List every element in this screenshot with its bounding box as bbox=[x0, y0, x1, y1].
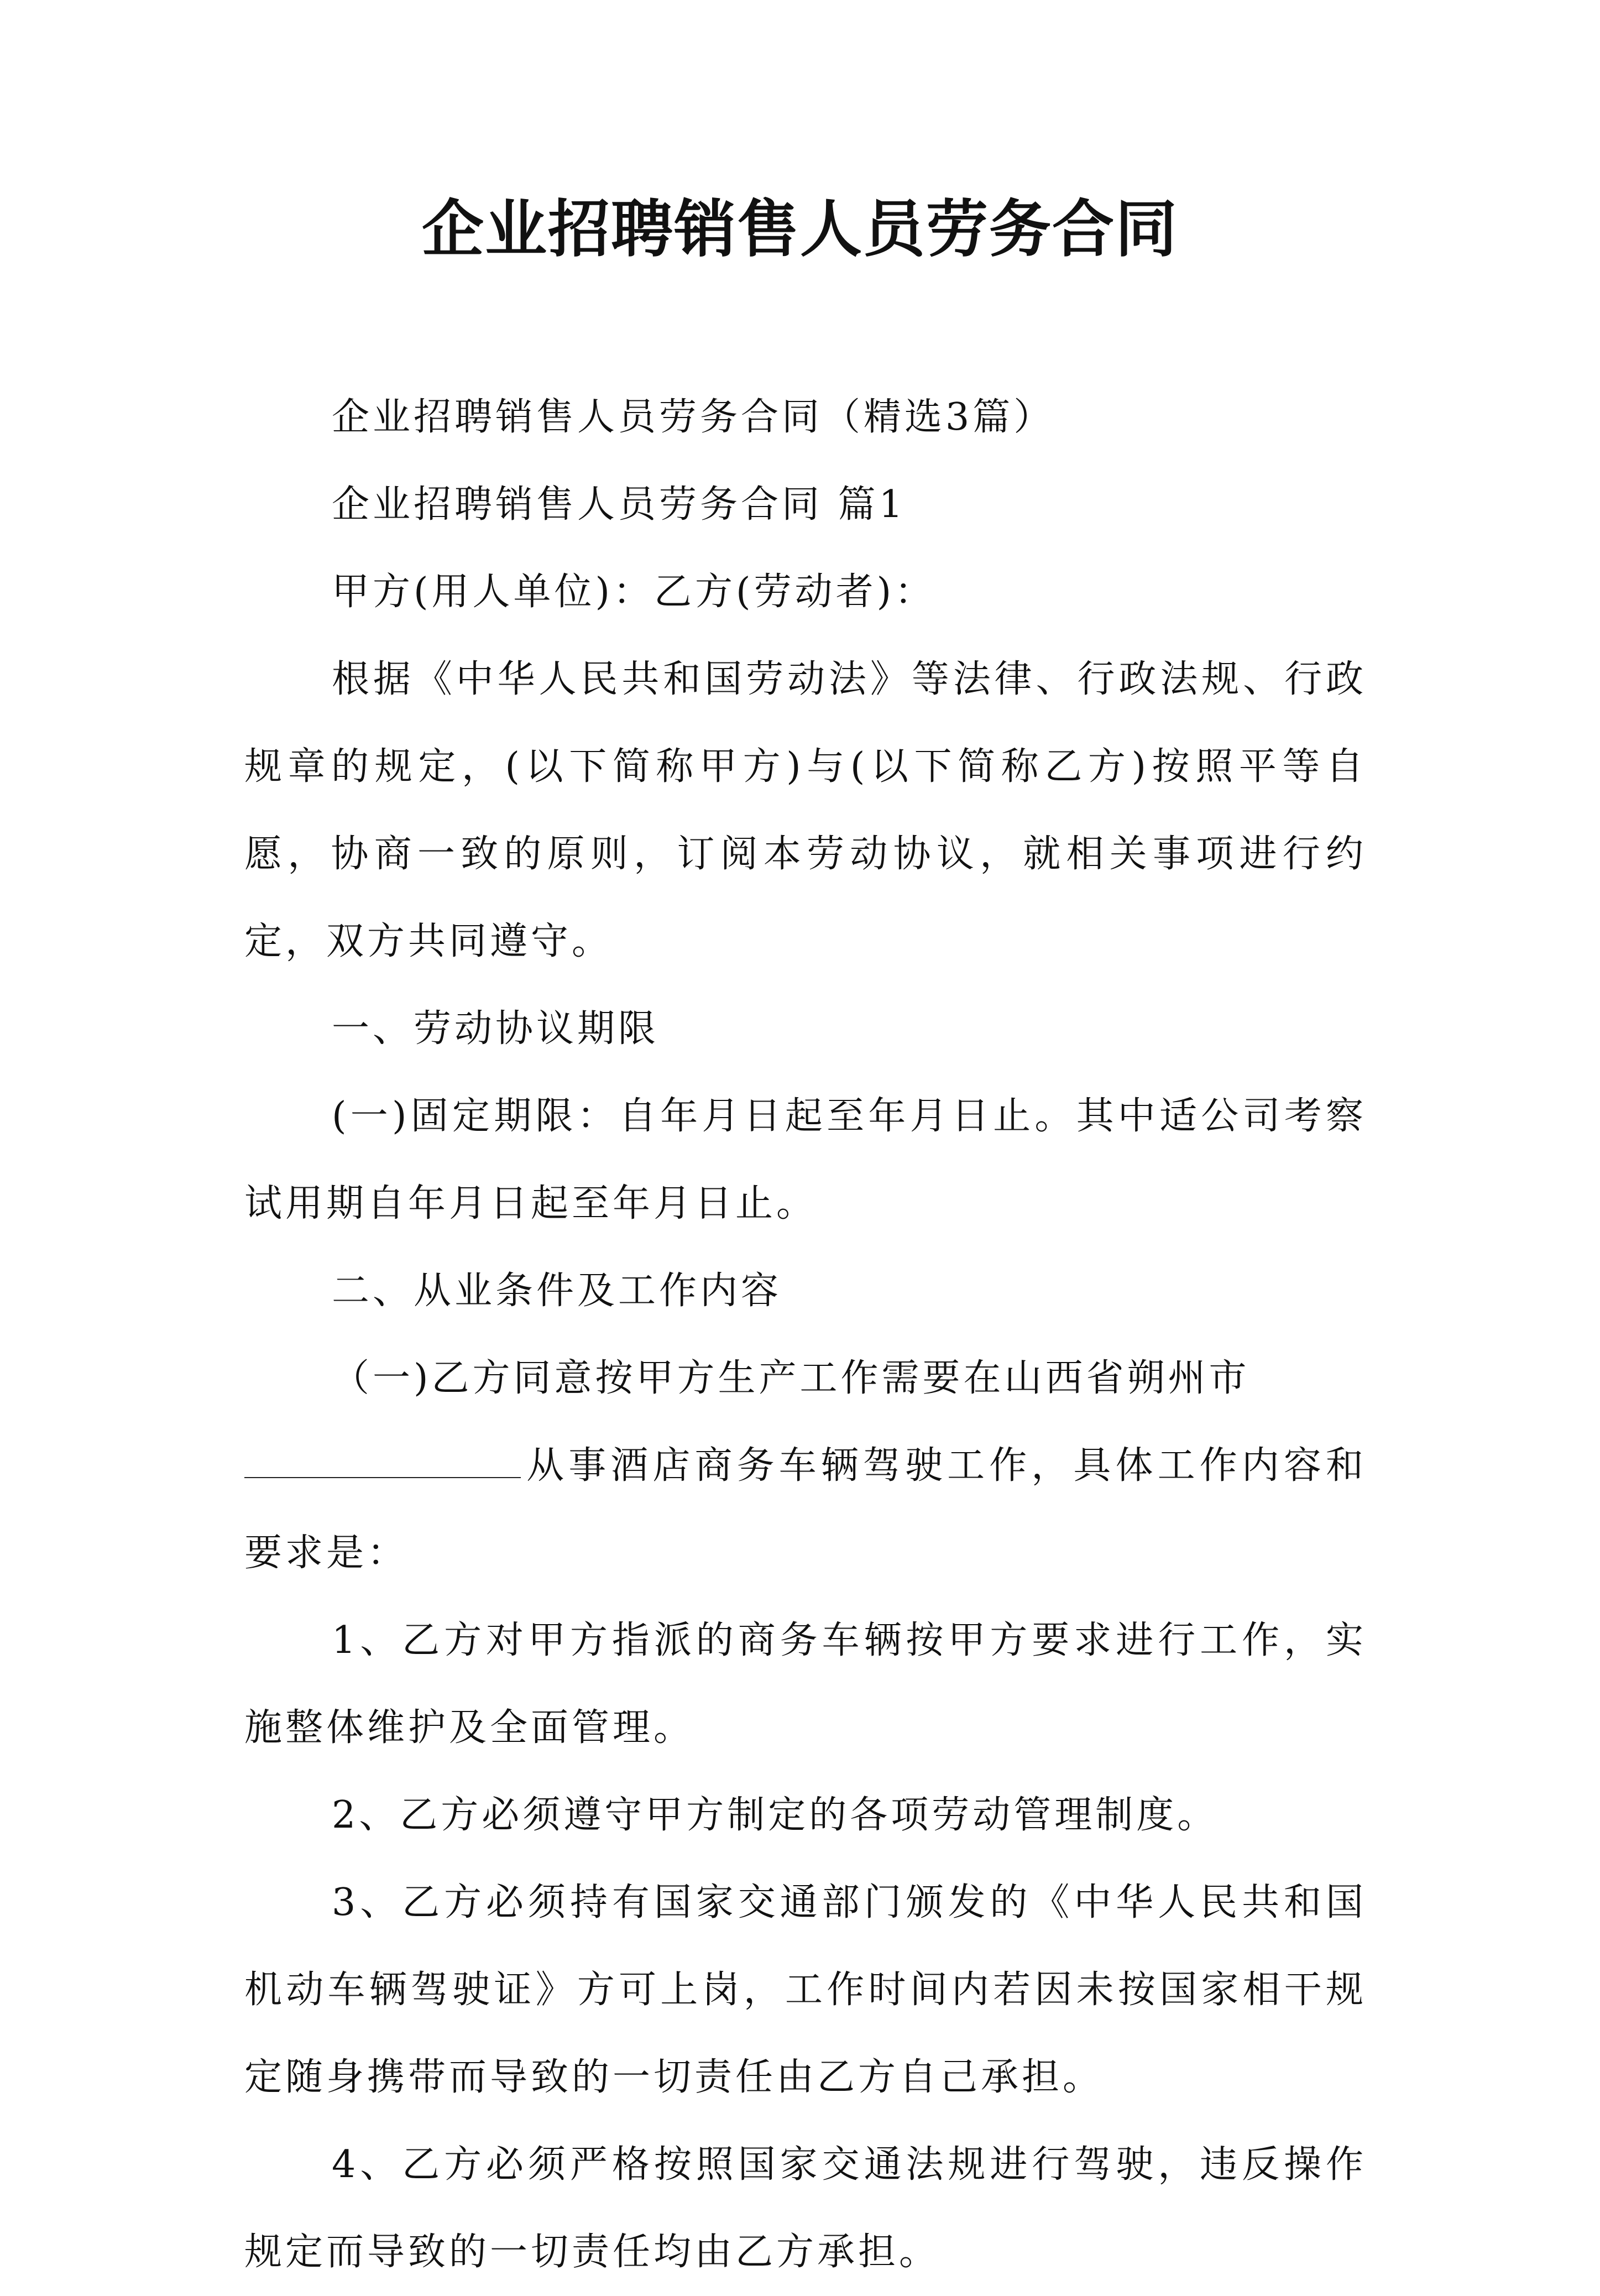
paragraph-subtitle: 企业招聘销售人员劳务合同（精选3篇） bbox=[332, 395, 1055, 439]
paragraph-work-heading: 二、从业条件及工作内容 bbox=[332, 1269, 782, 1313]
paragraph-preamble: 根据《中华人民共和国劳动法》等法律、行政法规、行政规章的规定，(以下简称甲方)与(以下简称乙方)按照平等自愿，协商一致的原则，订阅本劳动协议，就相关事项进行约定，双方共同遵守。 bbox=[244, 658, 1367, 963]
paragraph-term-heading: 一、劳动协议期限 bbox=[332, 1007, 660, 1051]
paragraph-clause-1: 1、乙方对甲方指派的商务车辆按甲方要求进行工作，实施整体维护及全面管理。 bbox=[244, 1619, 1367, 1750]
paragraph-clause-4: 4、乙方必须严格按照国家交通法规进行驾驶，违反操作规定而导致的一切责任均由乙方承担。 bbox=[244, 2143, 1367, 2274]
paragraph-clause-3: 3、乙方必须持有国家交通部门颁发的《中华人民共和国机动车辆驾驶证》方可上岗，工作时间内若因未按国家相干规定随身携带而导致的一切责任由乙方自己承担。 bbox=[244, 1881, 1367, 2099]
paragraph-fixed-term: (一)固定期限：自年月日起至年月日止。其中适公司考察试用期自年月日起至年月日止。 bbox=[244, 1094, 1367, 1225]
paragraph-work-location bbox=[244, 1335, 1367, 1597]
work-location-text: （一)乙方同意按甲方生产工作需要在山西省朔州市 bbox=[332, 1356, 1250, 1400]
document-title: 企业招聘销售人员劳务合同 bbox=[422, 193, 1178, 265]
fill-in-blank-line bbox=[244, 1444, 521, 1478]
paragraph-clause-2: 2、乙方必须遵守甲方制定的各项劳动管理制度。 bbox=[332, 1793, 1219, 1837]
work-duty-text: 从事酒店商务车辆驾驶工作，具体工作内容和要求是： bbox=[244, 1444, 1367, 1575]
paragraph-section-heading: 企业招聘销售人员劳务合同 篇1 bbox=[332, 483, 906, 526]
document-body bbox=[244, 374, 1367, 2296]
paragraph-parties: 甲方(用人单位)：乙方(劳动者)： bbox=[332, 570, 936, 614]
